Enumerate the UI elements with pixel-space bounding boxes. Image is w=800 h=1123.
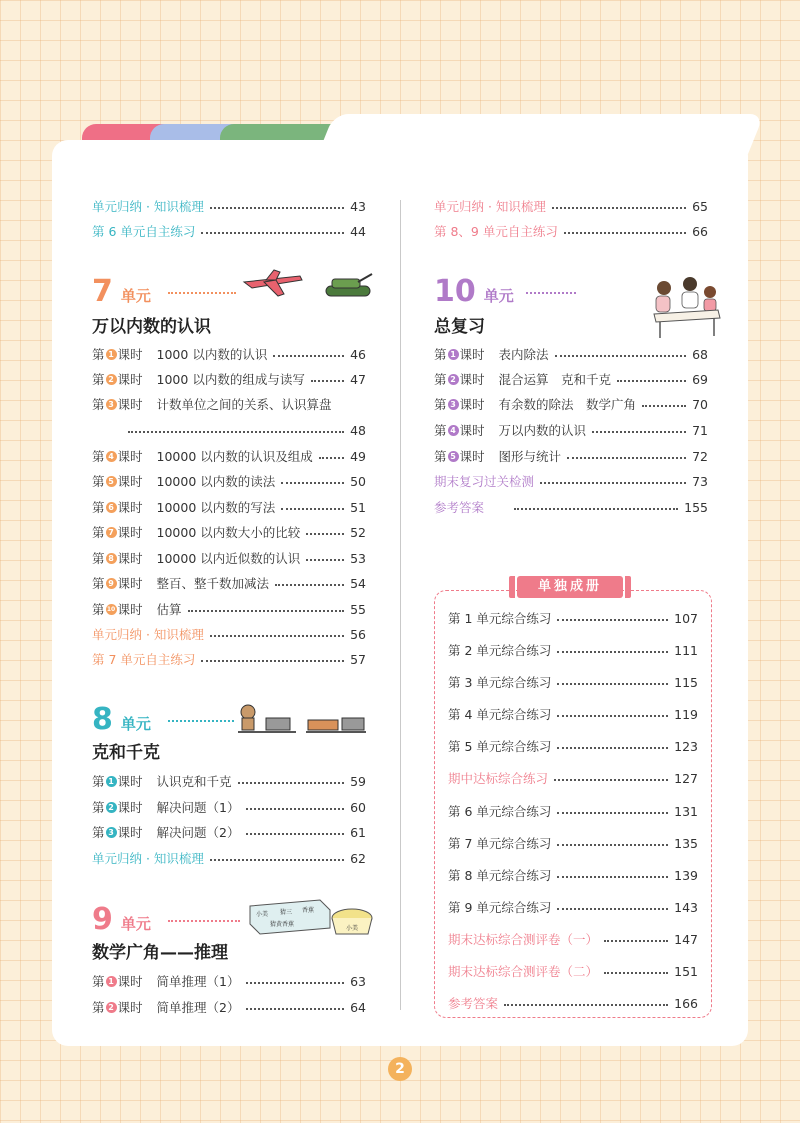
entry-text: 课时 — [117, 372, 143, 387]
airplane-icon — [242, 268, 304, 298]
dot-leader — [592, 431, 686, 433]
entry-text: 第 9 单元综合练习 — [448, 900, 552, 915]
entry-title: 整百、整千数加减法 — [156, 576, 270, 591]
page-ref: 166 — [674, 995, 698, 1011]
dot-leader — [557, 812, 668, 814]
entry-title: 10000 以内近似数的认识 — [156, 551, 301, 566]
lesson-number-badge: 3 — [448, 399, 459, 410]
lesson-number-badge: 9 — [106, 578, 117, 589]
lesson-number-badge: 4 — [106, 451, 117, 462]
entry-text: 第 4 单元综合练习 — [448, 707, 552, 722]
lesson-label — [92, 972, 143, 990]
entry-title: 认识克和千克 — [156, 774, 232, 789]
toc-entry[interactable] — [434, 420, 708, 440]
dot-leader — [246, 808, 345, 810]
entry-text: 课时 — [117, 500, 143, 515]
lesson-number-badge: 6 — [106, 502, 117, 513]
dot-leader — [552, 207, 686, 209]
entry-title: 10000 以内数的认识及组成 — [156, 449, 313, 464]
toc-entry[interactable] — [92, 497, 366, 517]
dot-leader — [617, 380, 686, 382]
dot-leader — [540, 482, 686, 484]
lesson-number-badge: 7 — [106, 527, 117, 538]
unit-7-title: 万以内数的认识 — [92, 317, 211, 337]
children-studying-icon — [650, 274, 722, 342]
entry-text: 第 8、9 单元自主练习 — [434, 224, 558, 239]
entry-text: 课时 — [117, 551, 143, 566]
page-ref: 56 — [350, 626, 366, 642]
entry-text: 课时 — [117, 347, 143, 362]
page-ref: 66 — [692, 223, 708, 239]
toc-entry[interactable] — [448, 672, 698, 692]
page-ref: 54 — [350, 575, 366, 591]
unit-9-header: 9 单元 — [92, 902, 151, 937]
entry-text: 第 2 单元综合练习 — [448, 643, 552, 658]
page-ref: 47 — [350, 371, 366, 387]
lesson-number-badge: 10 — [106, 605, 116, 613]
page-ref: 62 — [350, 850, 366, 866]
toc-entry[interactable] — [434, 394, 708, 414]
dot-leader — [281, 482, 344, 484]
entry-text: 课时 — [117, 825, 143, 840]
entry-text: 期末达标综合测评卷（一） — [448, 932, 599, 947]
entry-title: 估算 — [156, 602, 182, 617]
dot-leader — [246, 833, 345, 835]
dot-leader — [306, 533, 344, 535]
page-ref: 107 — [674, 610, 698, 626]
entry-title: 简单推理（2） — [156, 1000, 240, 1015]
unit-8-header: 8 单元 — [92, 702, 151, 737]
toc-entry[interactable] — [92, 522, 366, 542]
entry-text: 课时 — [459, 372, 485, 387]
lesson-number-badge: 8 — [106, 553, 117, 564]
lesson-number-badge: 5 — [106, 476, 117, 487]
lesson-label — [92, 549, 143, 567]
dot-leader — [311, 380, 344, 382]
entry-text: 第 — [92, 774, 105, 789]
dot-leader — [555, 355, 687, 357]
toc-entry[interactable] — [448, 704, 698, 724]
toc-entry-continued[interactable] — [128, 420, 366, 440]
dot-leader — [319, 457, 344, 459]
entry-text: 第 6 单元综合练习 — [448, 804, 552, 819]
toc-entry[interactable] — [448, 801, 698, 821]
toc-entry[interactable] — [434, 471, 708, 491]
page-ref: 151 — [674, 963, 698, 979]
page-ref: 52 — [350, 524, 366, 540]
tank-icon — [322, 268, 374, 302]
dot-leader — [188, 610, 345, 612]
entry-text: 课时 — [459, 397, 485, 412]
page-ref: 143 — [674, 899, 698, 915]
lesson-label — [92, 823, 143, 841]
toc-entry[interactable] — [448, 993, 698, 1013]
entry-text: 课时 — [459, 347, 485, 362]
lesson-label — [92, 998, 143, 1016]
entry-text: 第 — [92, 974, 105, 989]
svg-text:猜三: 猜三 — [280, 909, 293, 916]
page-ref: 115 — [674, 674, 698, 690]
dot-leader — [201, 660, 344, 662]
entry-text: 第 — [92, 576, 105, 591]
entry-text: 第 — [434, 423, 447, 438]
lesson-label — [92, 345, 143, 363]
dot-leader — [246, 982, 345, 984]
entry-title: 混合运算 克和千克 — [498, 372, 612, 387]
dot-leader — [557, 844, 668, 846]
dot-leader — [306, 559, 344, 561]
entry-title: 10000 以内数大小的比较 — [156, 525, 301, 540]
entry-text: 单元归纳 · 知识梳理 — [92, 851, 204, 866]
unit-9-dotline — [168, 920, 240, 922]
entry-text: 第 — [92, 500, 105, 515]
page-ref: 55 — [350, 601, 366, 617]
toc-entry[interactable] — [92, 771, 366, 791]
entry-text: 课时 — [117, 800, 143, 815]
entry-text: 第 — [92, 449, 105, 464]
dot-leader — [201, 232, 344, 234]
entry-title: 简单推理（1） — [156, 974, 240, 989]
dot-leader — [554, 779, 668, 781]
dot-leader — [557, 651, 668, 653]
page-ref: 63 — [350, 973, 366, 989]
lesson-number-badge: 2 — [106, 1002, 117, 1013]
dot-leader — [128, 431, 344, 433]
dot-leader — [557, 683, 668, 685]
page-ref: 119 — [674, 706, 698, 722]
page-ref: 127 — [674, 770, 698, 786]
page-ref: 68 — [692, 346, 708, 362]
entry-text: 第 — [92, 347, 105, 362]
entry-text: 参考答案 — [434, 500, 485, 515]
svg-text:小美: 小美 — [346, 925, 359, 932]
page-ref: 64 — [350, 999, 366, 1015]
toc-entry[interactable] — [448, 833, 698, 853]
toc-entry[interactable] — [92, 624, 366, 644]
svg-text:香蕉: 香蕉 — [302, 907, 315, 914]
dot-leader — [275, 584, 344, 586]
entry-text: 课时 — [117, 449, 143, 464]
entry-text: 参考答案 — [448, 996, 499, 1011]
dot-leader — [514, 508, 678, 510]
dot-leader — [504, 1004, 668, 1006]
toc-entry[interactable] — [92, 196, 366, 216]
entry-text: 第 7 单元自主练习 — [92, 652, 196, 667]
toc-entry[interactable] — [434, 344, 708, 364]
dot-leader — [557, 619, 668, 621]
entry-text: 课时 — [459, 423, 485, 438]
lesson-label — [92, 395, 143, 413]
toc-entry[interactable] — [448, 608, 698, 628]
toc-entry[interactable] — [92, 573, 366, 593]
unit-7-dotline — [168, 292, 236, 294]
page-ref: 155 — [684, 499, 708, 515]
toc-entry[interactable] — [92, 997, 366, 1017]
page-number-badge: 2 — [388, 1057, 412, 1081]
unit-7-header: 7 单元 — [92, 274, 151, 309]
entry-text: 第 — [92, 800, 105, 815]
lesson-label — [92, 574, 143, 592]
toc-entry[interactable] — [92, 221, 366, 241]
unit-9-title: 数学广角——推理 — [92, 943, 228, 963]
entry-text: 第 3 单元综合练习 — [448, 675, 552, 690]
lesson-number-badge: 4 — [448, 425, 459, 436]
lesson-number-badge: 1 — [106, 976, 117, 987]
toc-entry[interactable] — [92, 369, 366, 389]
toc-entry[interactable] — [92, 344, 366, 364]
toc-entry[interactable] — [92, 822, 366, 842]
page-ref: 111 — [674, 642, 698, 658]
toc-entry[interactable] — [448, 736, 698, 756]
toc-entry[interactable] — [434, 196, 708, 216]
toc-entry[interactable] — [434, 221, 708, 241]
booklet-label: 单独成册 — [517, 576, 623, 598]
entry-text: 第 — [92, 602, 105, 617]
dot-leader — [557, 876, 668, 878]
page-ref: 123 — [674, 738, 698, 754]
lesson-label — [92, 370, 143, 388]
lesson-label — [92, 600, 143, 618]
entry-text: 单元归纳 · 知识梳理 — [92, 199, 204, 214]
lesson-label — [434, 447, 485, 465]
entry-text: 第 — [92, 372, 105, 387]
page-ref: 59 — [350, 773, 366, 789]
entry-title: 图形与统计 — [498, 449, 562, 464]
entry-text: 第 — [92, 525, 105, 540]
entry-text: 第 — [92, 551, 105, 566]
balance-scale-icon — [236, 700, 368, 740]
lesson-label — [434, 395, 485, 413]
lesson-label — [92, 523, 143, 541]
page-ref: 69 — [692, 371, 708, 387]
toc-entry[interactable] — [92, 394, 366, 414]
toc-entry[interactable] — [448, 865, 698, 885]
entry-text: 第 — [92, 825, 105, 840]
page-ref: 139 — [674, 867, 698, 883]
lesson-label — [92, 798, 143, 816]
toc-entry[interactable] — [448, 768, 698, 788]
lesson-number-badge: 2 — [106, 802, 117, 813]
entry-text: 第 7 单元综合练习 — [448, 836, 552, 851]
page-ref: 72 — [692, 448, 708, 464]
entry-text: 第 1 单元综合练习 — [448, 611, 552, 626]
entry-text: 课时 — [117, 602, 143, 617]
dot-leader — [564, 232, 686, 234]
lesson-number-badge: 2 — [448, 374, 459, 385]
dot-leader — [557, 908, 668, 910]
dot-leader — [604, 972, 668, 974]
entry-text: 课时 — [117, 1000, 143, 1015]
entry-text: 课时 — [117, 525, 143, 540]
svg-text:小美: 小美 — [256, 911, 269, 918]
page-ref: 70 — [692, 396, 708, 412]
toc-entry[interactable] — [448, 929, 698, 949]
entry-text: 课时 — [117, 397, 143, 412]
lesson-number-badge: 2 — [106, 374, 117, 385]
entry-title: 万以内数的认识 — [498, 423, 587, 438]
page-ref: 135 — [674, 835, 698, 851]
entry-text: 单元归纳 · 知识梳理 — [92, 627, 204, 642]
entry-title: 1000 以内数的认识 — [156, 347, 268, 362]
dot-leader — [557, 715, 668, 717]
entry-text: 第 5 单元综合练习 — [448, 739, 552, 754]
entry-text: 期中达标综合练习 — [448, 771, 549, 786]
page-ref: 57 — [350, 651, 366, 667]
entry-text: 期末复习过关检测 — [434, 474, 535, 489]
dot-leader — [567, 457, 686, 459]
page-ref: 50 — [350, 473, 366, 489]
toc-entry[interactable] — [92, 471, 366, 491]
page-ref: 49 — [350, 448, 366, 464]
dot-leader — [273, 355, 344, 357]
lesson-label — [92, 472, 143, 490]
dot-leader — [238, 782, 345, 784]
toc-entry[interactable] — [434, 446, 708, 466]
entry-text: 期末达标综合测评卷（二） — [448, 964, 599, 979]
entry-text: 课时 — [117, 474, 143, 489]
fruit-tray-icon — [246, 896, 376, 940]
lesson-label — [92, 772, 143, 790]
lesson-label — [434, 370, 485, 388]
entry-text: 课时 — [117, 576, 143, 591]
page-ref: 46 — [350, 346, 366, 362]
lesson-label — [92, 447, 143, 465]
entry-title: 计数单位之间的关系、认识算盘 — [156, 397, 332, 412]
lesson-label — [434, 345, 485, 363]
dot-leader — [604, 940, 668, 942]
page-ref: 71 — [692, 422, 708, 438]
entry-text: 第 — [92, 474, 105, 489]
dot-leader — [642, 405, 686, 407]
toc-entry[interactable] — [92, 548, 366, 568]
column-divider — [400, 200, 401, 1010]
page-ref: 44 — [350, 223, 366, 239]
entry-text: 第 — [434, 449, 447, 464]
toc-entry[interactable] — [92, 649, 366, 669]
unit-8-title: 克和千克 — [92, 743, 160, 763]
entry-title: 解决问题（2） — [156, 825, 240, 840]
entry-text: 第 — [434, 347, 447, 362]
page-ref: 43 — [350, 198, 366, 214]
entry-text: 第 — [434, 397, 447, 412]
page-ref: 65 — [692, 198, 708, 214]
entry-text: 第 6 单元自主练习 — [92, 224, 196, 239]
page-ref: 73 — [692, 473, 708, 489]
toc-entry[interactable] — [92, 446, 366, 466]
lesson-number-badge: 1 — [106, 349, 117, 360]
lesson-number-badge: 3 — [106, 399, 117, 410]
entry-text: 课时 — [117, 774, 143, 789]
toc-entry[interactable] — [434, 497, 708, 517]
dot-leader — [281, 508, 344, 510]
toc-entry[interactable] — [448, 640, 698, 660]
toc-entry[interactable] — [92, 797, 366, 817]
entry-text: 第 — [92, 397, 105, 412]
unit-10-title: 总复习 — [434, 317, 485, 337]
page-ref: 61 — [350, 824, 366, 840]
dot-leader — [210, 859, 344, 861]
dot-leader — [210, 207, 344, 209]
entry-title: 10000 以内数的读法 — [156, 474, 276, 489]
page-ref: 48 — [350, 422, 366, 438]
entry-title: 10000 以内数的写法 — [156, 500, 276, 515]
entry-title: 表内除法 — [498, 347, 549, 362]
toc-entry[interactable] — [92, 848, 366, 868]
dot-leader — [210, 635, 344, 637]
toc-entry[interactable] — [434, 369, 708, 389]
toc-entry[interactable] — [92, 971, 366, 991]
entry-text: 课时 — [117, 974, 143, 989]
toc-entry[interactable] — [448, 961, 698, 981]
entry-text: 第 — [434, 372, 447, 387]
page-ref: 51 — [350, 499, 366, 515]
lesson-label — [434, 421, 485, 439]
page-ref: 53 — [350, 550, 366, 566]
svg-text:猜黄香蕉: 猜黄香蕉 — [270, 921, 295, 928]
entry-title: 1000 以内数的组成与读写 — [156, 372, 305, 387]
dot-leader — [557, 747, 668, 749]
lesson-label — [92, 498, 143, 516]
entry-text: 单元归纳 · 知识梳理 — [434, 199, 546, 214]
entry-title: 解决问题（1） — [156, 800, 240, 815]
page-ref: 60 — [350, 799, 366, 815]
entry-title: 有余数的除法 数学广角 — [498, 397, 637, 412]
entry-text: 第 8 单元综合练习 — [448, 868, 552, 883]
unit-10-dotline — [526, 292, 576, 294]
entry-text: 课时 — [459, 449, 485, 464]
page-ref: 147 — [674, 931, 698, 947]
unit-10-header: 10 单元 — [434, 274, 514, 309]
lesson-number-badge: 1 — [106, 776, 117, 787]
lesson-number-badge: 5 — [448, 451, 459, 462]
toc-entry[interactable] — [448, 897, 698, 917]
dot-leader — [246, 1008, 345, 1010]
page-ref: 131 — [674, 803, 698, 819]
lesson-number-badge: 1 — [448, 349, 459, 360]
toc-entry[interactable] — [92, 599, 366, 619]
lesson-number-badge: 3 — [106, 827, 117, 838]
unit-8-dotline — [168, 720, 234, 722]
entry-text: 第 — [92, 1000, 105, 1015]
